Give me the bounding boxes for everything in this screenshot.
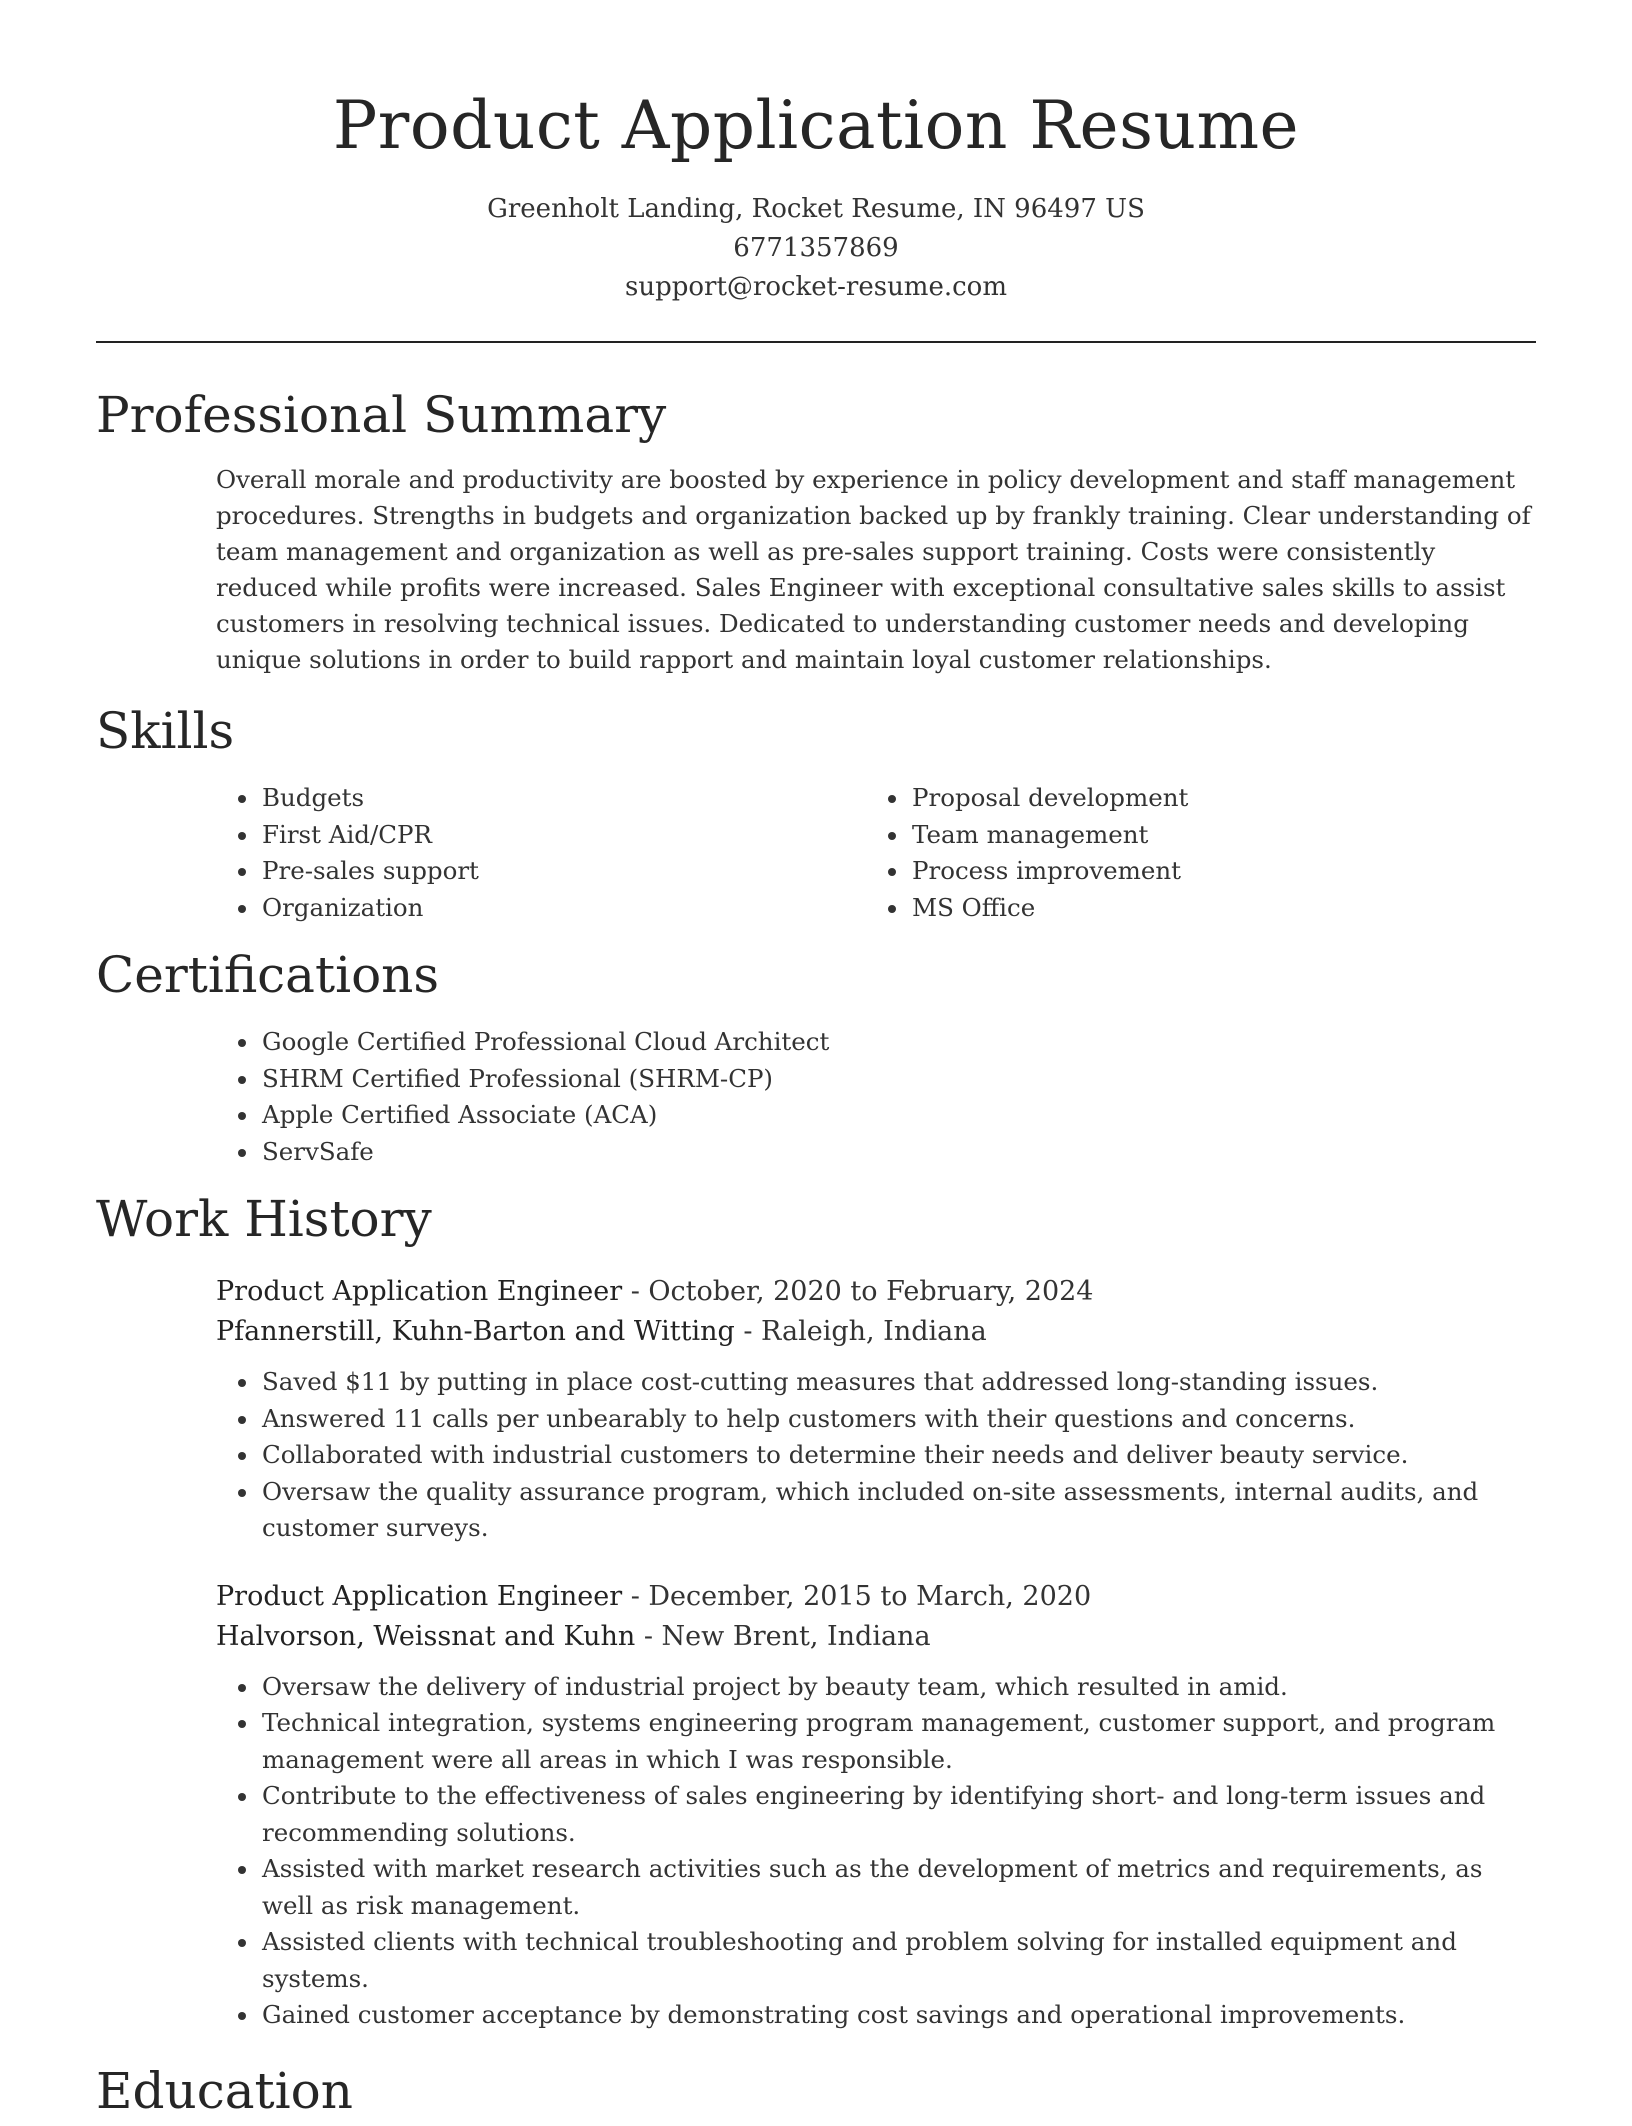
skills-heading: Skills (96, 702, 235, 760)
skills-grid (216, 780, 1536, 926)
skill-item: • Organization (260, 890, 866, 927)
job-company-line (216, 1617, 1536, 1657)
job-bullet: • Oversaw the delivery of industrial project by beauty team, which resulted in amid. (260, 1669, 1536, 1706)
skill-item: • Pre-sales support (260, 853, 866, 890)
job-company: Pfannerstill, Kuhn-Barton and Witting (216, 1316, 735, 1347)
certifications-heading: Certifications (96, 946, 440, 1004)
job-bullet: • Contribute to the effectiveness of sales engineering by identifying short- and long-term issues and recommending solutions. (260, 1778, 1536, 1851)
certification-item: • ServSafe (260, 1134, 1536, 1171)
education-heading: Education (96, 2061, 353, 2120)
job-role: Product Application Engineer (216, 1276, 623, 1307)
certification-item: • Google Certified Professional Cloud Architect (260, 1024, 1536, 1061)
contact-email: support@rocket-resume.com (624, 272, 1007, 302)
skills-column-right (866, 780, 1516, 926)
job-dates: - October, 2020 to February, 2024 (622, 1276, 1094, 1307)
job-bullet: • Collaborated with industrial customers to determine their needs and deliver beauty service. (260, 1437, 1536, 1474)
resume-title: Product Application Resume (332, 87, 1300, 164)
skill-item: • Budgets (260, 780, 866, 817)
education-section (96, 2056, 1536, 2126)
skills-section (96, 696, 1536, 926)
contact-phone: 6771357869 (733, 233, 899, 263)
job-entry (216, 1577, 1536, 2034)
skill-item: • MS Office (910, 890, 1516, 927)
job-bullet: • Answered 11 calls per unbearably to help customers with their questions and concerns. (260, 1401, 1536, 1438)
skill-item: • Proposal development (910, 780, 1516, 817)
work-history-heading: Work History (96, 1190, 432, 1248)
job-bullet: • Assisted clients with technical troubleshooting and problem solving for installed equipment and systems. (260, 1924, 1536, 1997)
header-divider (96, 341, 1536, 343)
job-bullet: • Saved $11 by putting in place cost-cutting measures that addressed long-standing issues. (260, 1364, 1536, 1401)
skills-column-left (216, 780, 866, 926)
job-bullets (216, 1669, 1536, 2034)
job-location: - New Brent, Indiana (635, 1620, 931, 1652)
job-dates: - December, 2015 to March, 2020 (622, 1580, 1092, 1612)
certification-item: • SHRM Certified Professional (SHRM-CP) (260, 1061, 1536, 1098)
job-location: - Raleigh, Indiana (734, 1316, 987, 1347)
resume-header (0, 0, 1632, 307)
job-bullet: • Gained customer acceptance by demonstrating cost savings and operational improvements. (260, 1997, 1536, 2034)
job-title-line (216, 1577, 1536, 1617)
summary-text: Overall morale and productivity are boosted by experience in policy development and staff management procedures. Strengths in budgets and organization backed up by frankly training. Clear understanding of team management and organization as well as pre-sales support training. Costs were consistently reduced while profits were increased. Sales Engineer with exceptional consultative sales skills to assist customers in resolving technical issues. Dedicated to understanding customer needs and developing unique solutions in order to build rapport and maintain loyal customer relationships. (216, 465, 1531, 674)
contact-block (0, 190, 1632, 307)
job-company-line (216, 1312, 1536, 1352)
job-title-line (216, 1272, 1536, 1312)
work-history-section (96, 1184, 1536, 2034)
job-company: Halvorson, Weissnat and Kuhn (216, 1620, 636, 1652)
job-entry (216, 1272, 1536, 1547)
skill-item: • Team management (910, 817, 1516, 854)
job-bullet: • Technical integration, systems engineering program management, customer support, and program management were all areas in which I was responsible. (260, 1705, 1536, 1778)
summary-section (96, 380, 1536, 678)
job-bullets (216, 1364, 1536, 1547)
contact-address: Greenholt Landing, Rocket Resume, IN 96497 US (487, 194, 1145, 224)
skill-item: • Process improvement (910, 853, 1516, 890)
resume-body (96, 380, 1536, 2126)
summary-heading: Professional Summary (96, 386, 667, 444)
job-role: Product Application Engineer (216, 1580, 623, 1612)
certifications-section (96, 940, 1536, 1170)
job-bullet: • Assisted with market research activities such as the development of metrics and requirements, as well as risk management. (260, 1851, 1536, 1924)
job-bullet: • Oversaw the quality assurance program, which included on-site assessments, internal audits, and customer surveys. (260, 1474, 1536, 1547)
certification-item: • Apple Certified Associate (ACA) (260, 1097, 1536, 1134)
certifications-list (216, 1024, 1536, 1170)
skill-item: • First Aid/CPR (260, 817, 866, 854)
